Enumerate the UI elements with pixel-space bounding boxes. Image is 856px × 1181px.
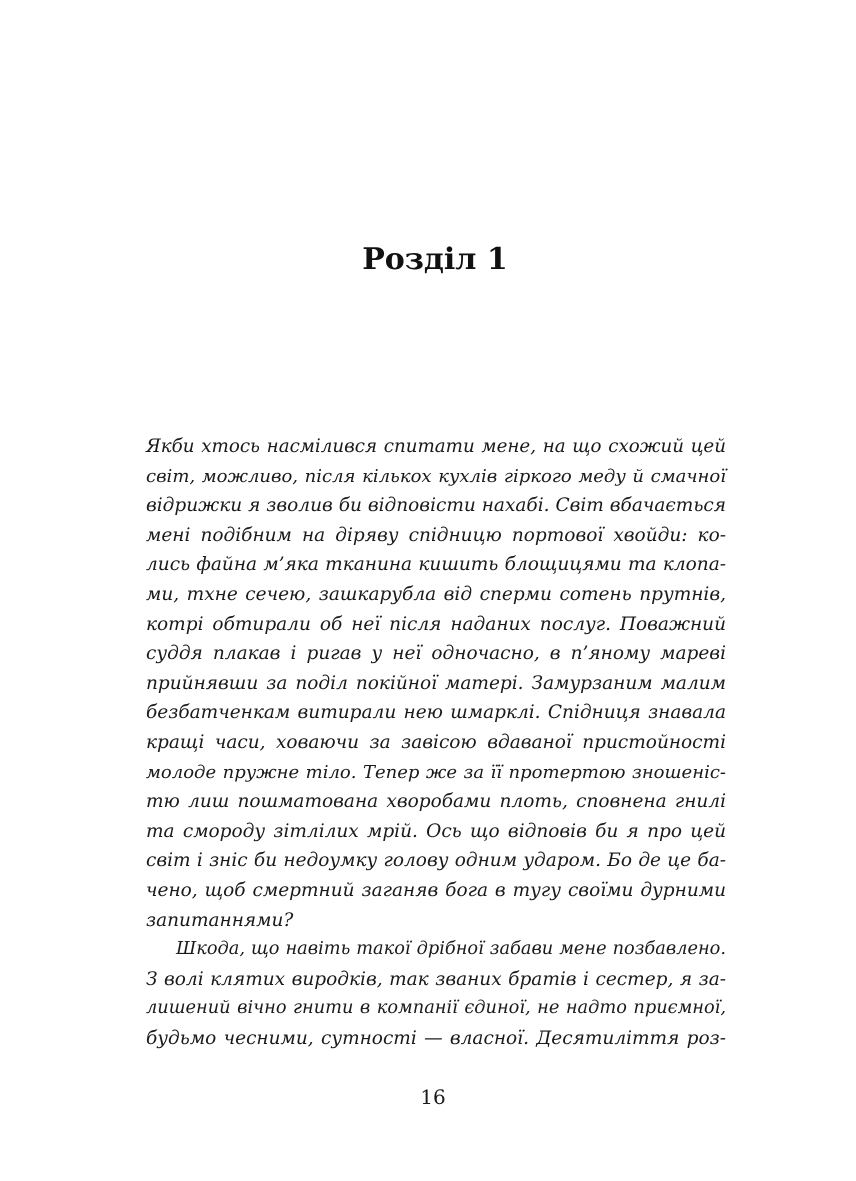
- text-line: ми, тхне сечею, зашкарубла від сперми сотень прутнів,: [146, 583, 726, 605]
- text-line: тю лиш пошматована хворобами плоть, сповнена гнилі: [146, 791, 726, 813]
- chapter-title: Розділ 1: [362, 242, 508, 277]
- text-line: прийнявши за поділ покійної матері. Замурзаним малим: [146, 672, 726, 694]
- text-line: котрі обтирали об неї після наданих послуг. Поважний: [146, 613, 726, 635]
- text-line: будьмо чесними, сутності — власної. Десятиліття роз-: [146, 1027, 726, 1049]
- text-line: відрижки я зволив би відповісти нахабі. Світ вбачається: [146, 495, 726, 517]
- text-line: та смороду зітлілих мрій. Ось що відповів би я про цей: [146, 820, 726, 842]
- chapter-body-text: [146, 432, 726, 1053]
- text-line: кращі часи, ховаючи за завісою вдаваної пристойності: [146, 731, 726, 753]
- text-line: Якби хтось насмілився спитати мене, на що схожий цей: [146, 436, 726, 457]
- paragraph: [146, 935, 726, 1053]
- text-line: суддя плакав і ригав у неї одночасно, в п’яному мареві: [146, 643, 726, 665]
- text-line: мені подібним на діряву спідницю портової хвойди: ко-: [146, 524, 726, 546]
- paragraph: [146, 432, 726, 935]
- text-line: безбатченкам витирали нею шмарклі. Спідниця знавала: [146, 702, 726, 724]
- text-line: З волі клятих виродків, так званих братів і сестер, я за-: [146, 968, 726, 990]
- text-line: запитаннями?: [146, 909, 294, 931]
- text-line: лишений вічно гнити в компанії єдиної, не надто приємної,: [146, 998, 726, 1019]
- text-line: світ і зніс би недоумку голову одним ударом. Бо де це ба-: [146, 850, 726, 872]
- page-number: 16: [420, 1085, 446, 1109]
- text-line: лись файна м’яка тканина кишить блощицями та клопа-: [146, 554, 726, 576]
- text-line: Шкода, що навіть такої дрібної забави мене позбавлено.: [176, 939, 726, 960]
- text-line: світ, можливо, після кількох кухлів гіркого меду й смачної: [146, 465, 726, 487]
- text-line: чено, щоб смертний заганяв бога в тугу своїми дурними: [146, 879, 726, 901]
- text-line: молоде пружне тіло. Тепер же за її протертою зношеніс-: [146, 761, 726, 783]
